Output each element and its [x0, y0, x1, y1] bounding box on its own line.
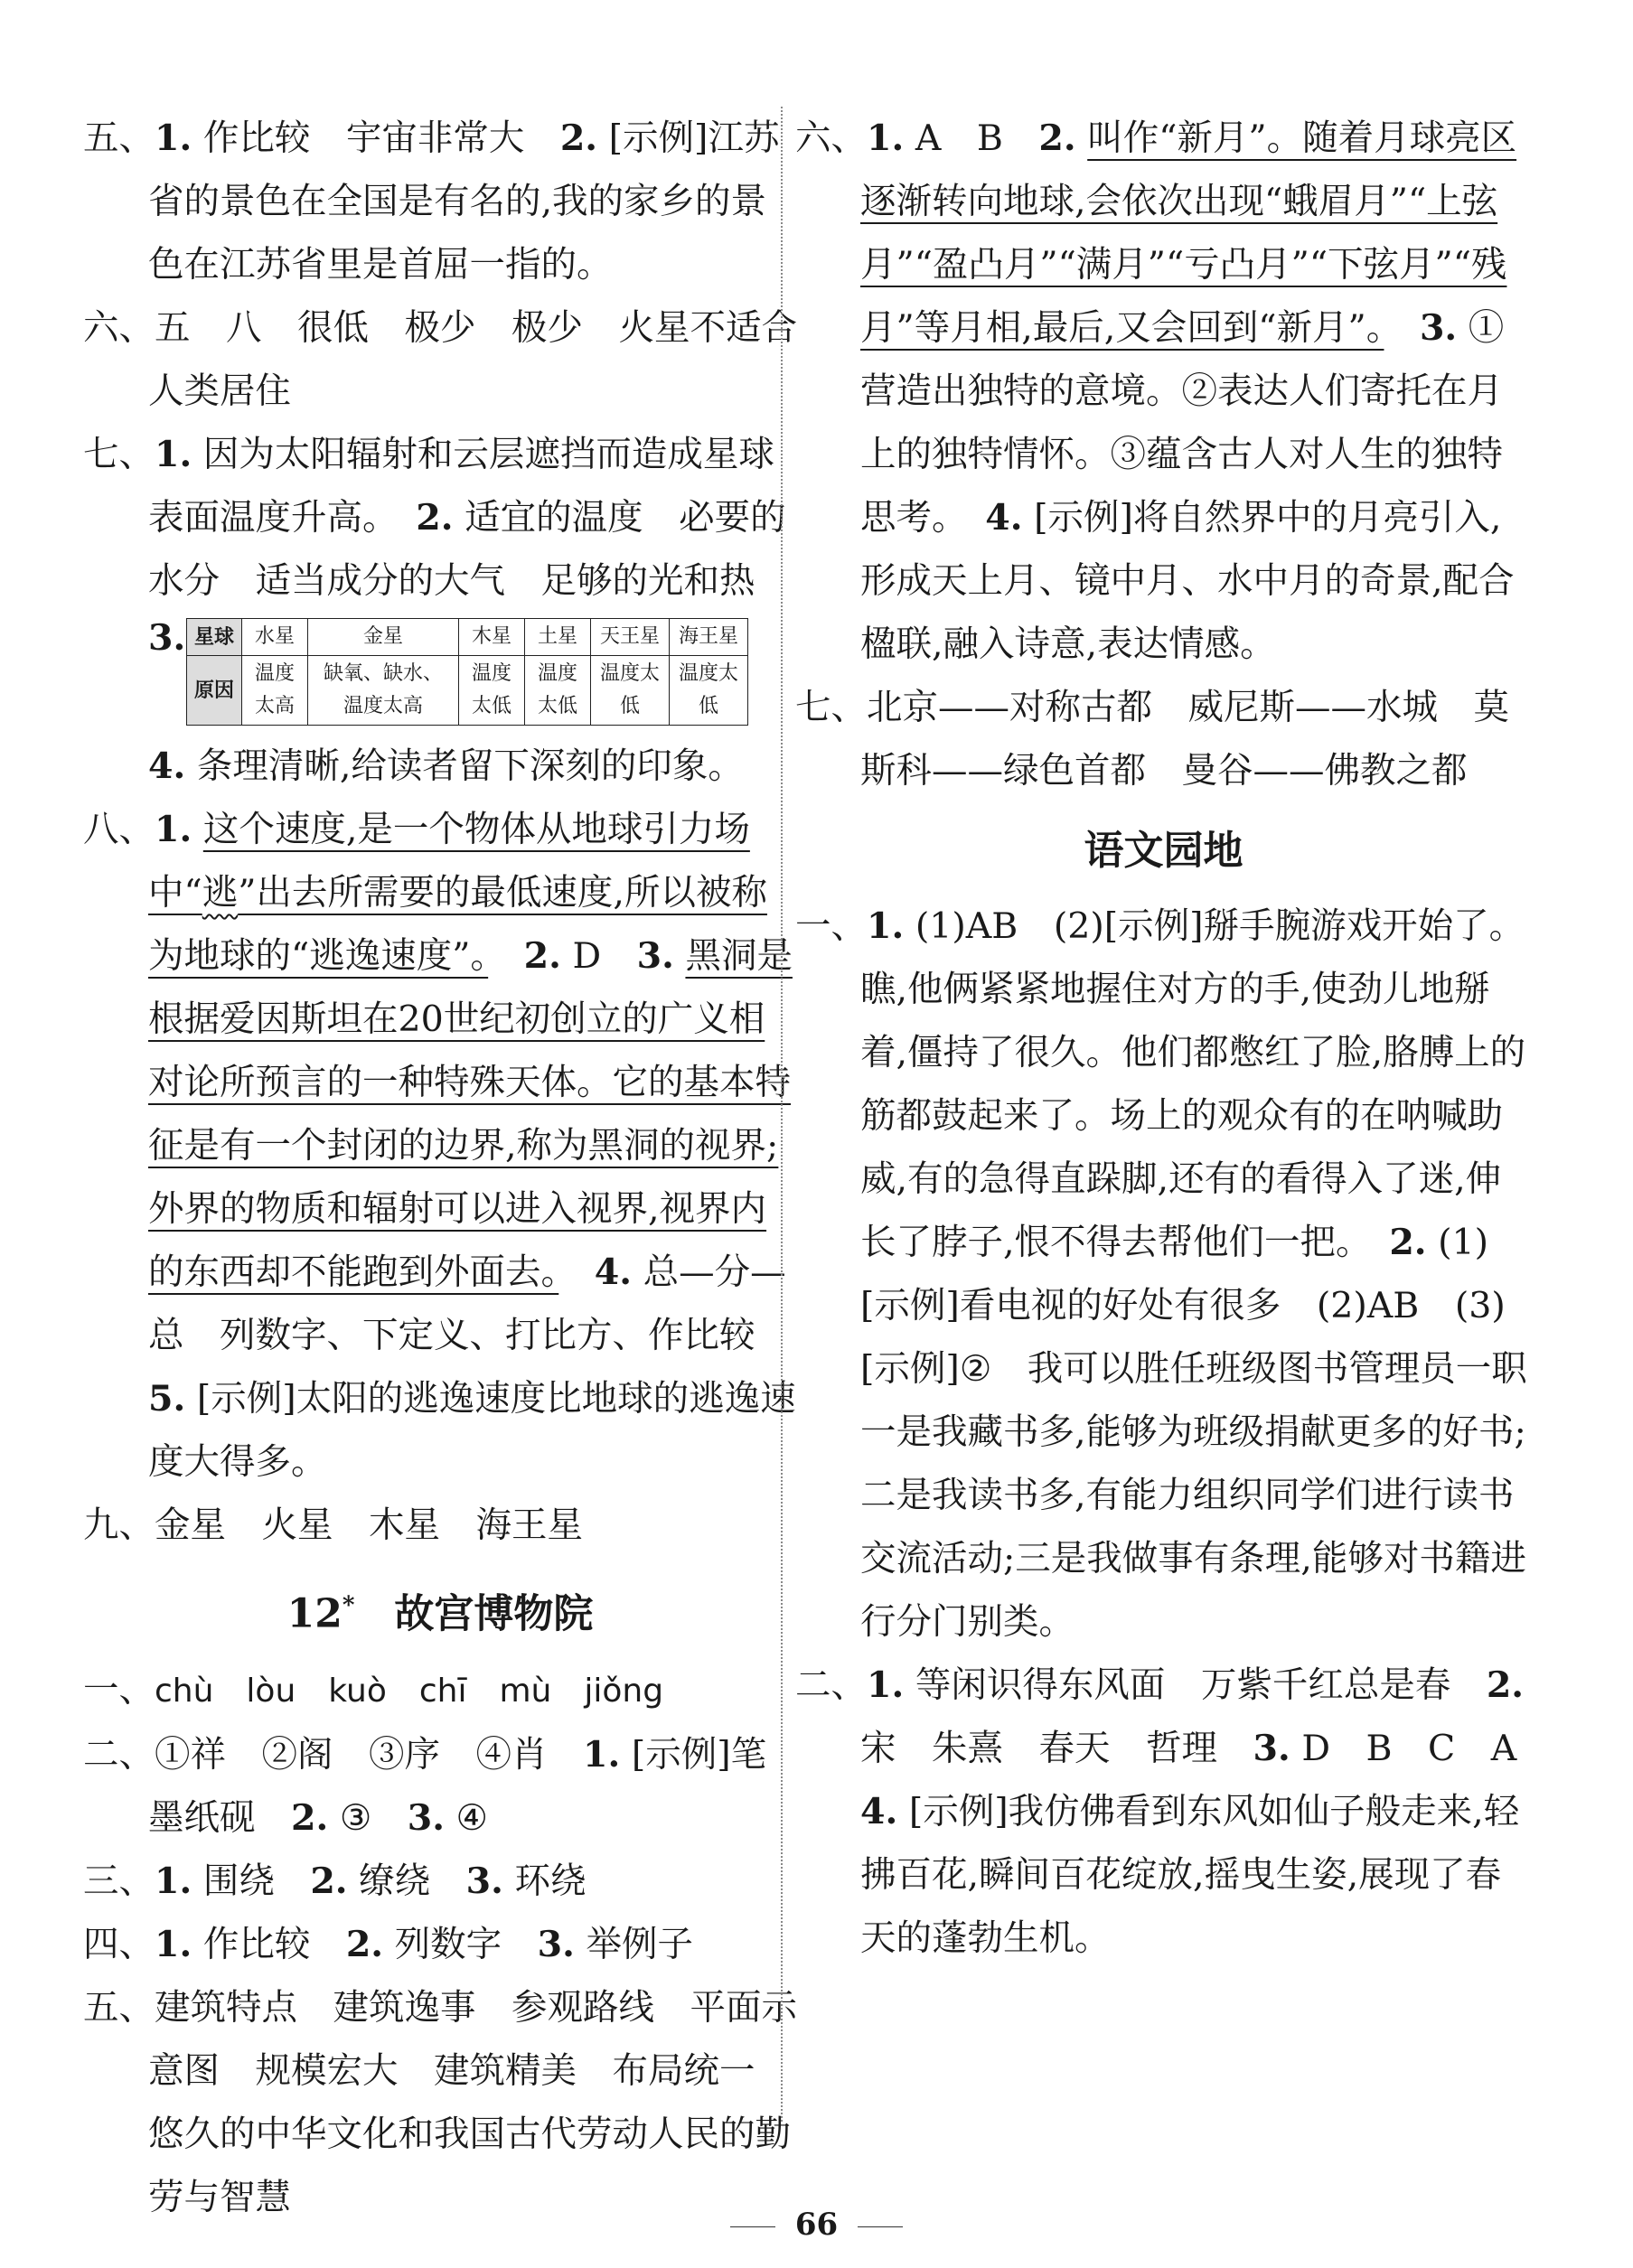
section-7-item-4: 4. 条理清晰,给读者留下深刻的印象。	[148, 745, 744, 787]
page-number: 66	[794, 2207, 839, 2243]
footer-dash-left	[730, 2226, 775, 2227]
footer-dash-right	[858, 2226, 903, 2227]
lesson-section-4: 四、1. 作比较 2. 列数字 3. 举例子	[83, 1923, 693, 1965]
garden-title: 语文园地	[1084, 828, 1244, 874]
section-6: 六、五 八 很低 极少 极少 火星不适合人类居住	[83, 307, 797, 412]
right-column	[795, 107, 1563, 1970]
lesson-section-5: 五、建筑特点 建筑逸事 参观路线 平面示意图 规模宏大 建筑精美 布局统一 悠久的中华文化和我国古代劳动人民的勤劳与智慧	[83, 1986, 797, 2218]
section-9: 九、金星 火星 木星 海王星	[83, 1504, 583, 1546]
left-column	[83, 107, 797, 2229]
lesson-title: 12* 故宫博物院	[286, 1590, 594, 1637]
garden-section-1: 一、1. (1)AB (2)[示例]掰手腕游戏开始了。瞧,他俩紧紧地握住对方的手,使劲儿地掰着,僵持了很久。他们都憋红了脸,胳膊上的筋都鼓起来了。场上的观众有的在呐喊助威,有的急得直跺脚,还有的看得入了迷,伸长了脖子,恨不得去帮他们一把。 2. (1)[示例]看电视的好处有很多 (2)AB (3)[示例]② 我可以胜任班级图书管理员一职 一是我藏书多,能够为班级捐献更多的好书;二是我读书多,有能力组织同学们进行读书交流活动;三是我做事有条理,能够对书籍进行分门别类。	[795, 905, 1563, 1643]
right-section-6: 六、1. A B 2. 叫作“新月”。随着月球亮区逐渐转向地球,会依次出现“蛾眉月”“上弦月”“盈凸月”“满月”“亏凸月”“下弦月”“残月”等月相,最后,又会回到“新月”。 3. ①营造出独特的意境。②表达人们寄托在月上的独特情怀。③蕴含古人对人生的独特思考。 4. [示例]将自然界中的月亮引入,形成天上月、镜中月、水中月的奇景,配合楹联,融入诗意,表达情感。	[795, 117, 1517, 665]
planet-table-row: 3. 星球 水星 金星 木星 土星 天王星 海王星 原因 温度太高 缺氧、缺水、温度太高 温度太低 温度太低 温度太低 温度太低	[83, 613, 797, 735]
column-divider	[781, 107, 783, 2122]
planet-table: 星球 水星 金星 木星 土星 天王星 海王星 原因 温度太高 缺氧、缺水、温度太高 温度太低 温度太低 温度太低 温度太低	[186, 618, 748, 726]
lesson-section-2: 二、①祥 ②阁 ③序 ④肖 1. [示例]笔墨纸砚 2. ③ 3. ④	[83, 1733, 767, 1839]
right-section-7: 七、北京——对称古都 威尼斯——水城 莫斯科——绿色首都 曼谷——佛教之都	[795, 687, 1509, 792]
garden-section-2: 二、1. 等闲识得东风面 万紫千红总是春 2. 宋 朱熹 春天 哲理 3. D B C A 4. [示例]我仿佛看到东风如仙子般走来,轻拂百花,瞬间百花绽放,摇曳生姿,展现了春天的蓬勃生机。	[795, 1664, 1525, 1959]
section-8: 八、1. 这个速度,是一个物体从地球引力场中“逃”出去所需要的最低速度,所以被称为地球的“逃逸速度”。 2. D 3. 黑洞是根据爱因斯坦在20世纪初创立的广义相对论所预言的一种特殊天体。它的基本特征是有一个封闭的边界,称为黑洞的视界;外界的物质和辐射可以进入视界,视界内的东西却不能跑到外面去。 4. 总—分—总 列数字、下定义、打比方、作比较 5. [示例]太阳的逃逸速度比地球的逃逸速度大得多。	[83, 809, 796, 1483]
lesson-section-1: 一、chù lòu kuò chī mù jiǒng	[83, 1668, 664, 1710]
page-footer	[0, 2207, 1633, 2243]
section-7: 七、1. 因为太阳辐射和云层遮挡而造成星球表面温度升高。 2. 适宜的温度 必要的水分 适当成分的大气 足够的光和热	[83, 434, 786, 602]
section-5: 五、1. 作比较 宇宙非常大 2. [示例]江苏省的景色在全国是有名的,我的家乡的景色在江苏省里是首屈一指的。	[83, 117, 780, 286]
lesson-section-3: 三、1. 围绕 2. 缭绕 3. 环绕	[83, 1860, 587, 1902]
